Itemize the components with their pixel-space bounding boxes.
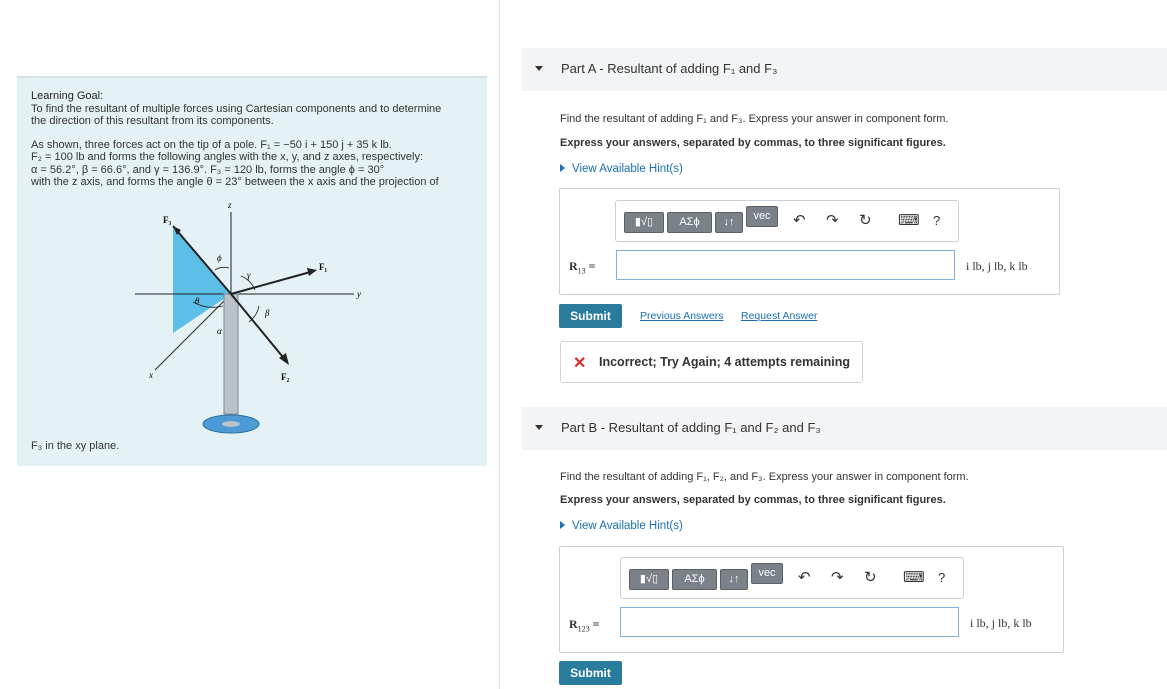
part-b-submit-button[interactable]: Submit: [559, 661, 622, 685]
learning-goal-panel: [17, 76, 487, 466]
column-divider: [499, 0, 500, 689]
beta-label: β: [265, 308, 270, 318]
part-b-title: - Resultant of adding F₁ and F₂ and F₃: [597, 420, 821, 435]
alpha-label: α: [217, 326, 222, 336]
problem-line4: with the z axis, and forms the angle θ = 23° between the x axis and the projection of: [31, 176, 439, 188]
part-a-units: i lb, j lb, k lb: [966, 259, 1028, 273]
part-b-header[interactable]: [522, 407, 1167, 450]
pole-force-figure: [129, 198, 379, 438]
part-b-instruction: Express your answers, separated by commas, to three significant figures.: [560, 494, 946, 506]
f1-arrow: [231, 271, 314, 294]
part-b-math-toolbar: [620, 557, 964, 599]
redo-icon[interactable]: ↷: [831, 569, 844, 586]
reset-icon[interactable]: ↻: [864, 569, 877, 586]
phi-label: ϕ: [217, 253, 222, 263]
part-a-submit-button[interactable]: Submit: [559, 304, 622, 328]
part-b-question: Find the resultant of adding F₁, F₂, and F₃. Express your answer in component form.: [560, 471, 969, 483]
help-icon[interactable]: ?: [938, 570, 946, 585]
collapse-triangle-icon[interactable]: [535, 66, 543, 71]
part-a-variable-label: $R_{13}$ =: [569, 259, 596, 276]
part-a-hint-link[interactable]: [560, 163, 683, 175]
beta-arc: [249, 306, 259, 322]
expand-arrow-icon: [560, 521, 565, 529]
f1-arrowhead: [307, 268, 317, 276]
f2-arrow: [231, 294, 287, 362]
x-label: x: [149, 370, 153, 380]
part-b-variable-label: $R_{123}$ =: [569, 617, 600, 634]
part-a-answer-input[interactable]: [616, 250, 955, 280]
help-icon[interactable]: ?: [933, 213, 941, 228]
incorrect-x-icon: ✕: [573, 355, 587, 372]
part-a-header[interactable]: [522, 48, 1167, 91]
vec-button[interactable]: vec: [751, 563, 783, 584]
keyboard-icon[interactable]: ⌨: [898, 212, 920, 229]
gamma-label: γ: [247, 270, 251, 280]
greek-button[interactable]: ΑΣϕ: [672, 569, 717, 590]
z-label: z: [228, 200, 232, 210]
greek-button[interactable]: ΑΣϕ: [667, 212, 712, 233]
problem-line1: As shown, three forces act on the tip of a pole. F₁ = −50 i + 150 j + 35 k lb.: [31, 138, 392, 151]
vec-button[interactable]: vec: [746, 206, 778, 227]
part-a-title: - Resultant of adding F₁ and F₃: [595, 61, 778, 76]
part-b-hint-label: View Available Hint(s): [572, 520, 683, 532]
redo-icon[interactable]: ↷: [826, 212, 839, 229]
part-b-units: i lb, j lb, k lb: [970, 616, 1032, 630]
part-b-answer-input[interactable]: [620, 607, 959, 637]
feedback-text: Incorrect; Try Again; 4 attempts remaining: [599, 355, 850, 369]
f3-plane-shading: [173, 226, 231, 333]
problem-last-line: F₃ in the xy plane.: [31, 440, 120, 452]
part-a-hint-label: View Available Hint(s): [572, 163, 683, 175]
problem-line3: α = 56.2°, β = 66.6°, and γ = 136.9°. F₃ = 120 lb, forms the angle ϕ = 30°: [31, 163, 385, 176]
f2-label: F₂: [281, 372, 290, 382]
reset-icon[interactable]: ↻: [859, 212, 872, 229]
goal-text-line1: To find the resultant of multiple forces using Cartesian components and to determine: [31, 102, 442, 115]
subscript-button[interactable]: ↓↑: [715, 212, 743, 233]
keyboard-icon[interactable]: ⌨: [903, 569, 925, 586]
undo-icon[interactable]: ↶: [798, 569, 811, 586]
phi-arc: [215, 267, 229, 270]
part-a-feedback: [560, 341, 863, 383]
templates-button[interactable]: ▮√▯: [624, 212, 664, 233]
problem-line2: F₂ = 100 lb and forms the following angles with the x, y, and z axes, respectively:: [31, 151, 424, 163]
part-a-instruction: Express your answers, separated by commas, to three significant figures.: [560, 137, 946, 149]
undo-icon[interactable]: ↶: [793, 212, 806, 229]
collapse-triangle-icon[interactable]: [535, 425, 543, 430]
pole: [224, 294, 238, 414]
y-label: y: [357, 289, 361, 299]
f3-label: F₃: [163, 215, 172, 225]
templates-button[interactable]: ▮√▯: [629, 569, 669, 590]
part-b-prefix: Part B: [561, 420, 598, 435]
expand-arrow-icon: [560, 164, 565, 172]
goal-text-line2: the direction of this resultant from its components.: [31, 115, 274, 127]
part-b-hint-link[interactable]: [560, 520, 683, 532]
goal-label: Learning Goal:: [31, 90, 104, 102]
theta-label: θ: [195, 296, 200, 306]
previous-answers-link[interactable]: Previous Answers: [640, 310, 724, 322]
part-a-math-toolbar: [615, 200, 959, 242]
request-answer-link[interactable]: Request Answer: [741, 310, 818, 322]
subscript-button[interactable]: ↓↑: [720, 569, 748, 590]
f1-label: F₁: [319, 262, 328, 272]
pole-base-center: [222, 421, 240, 427]
part-a-question: Find the resultant of adding F₁ and F₃. Express your answer in component form.: [560, 113, 949, 125]
part-a-prefix: Part A: [561, 61, 596, 76]
